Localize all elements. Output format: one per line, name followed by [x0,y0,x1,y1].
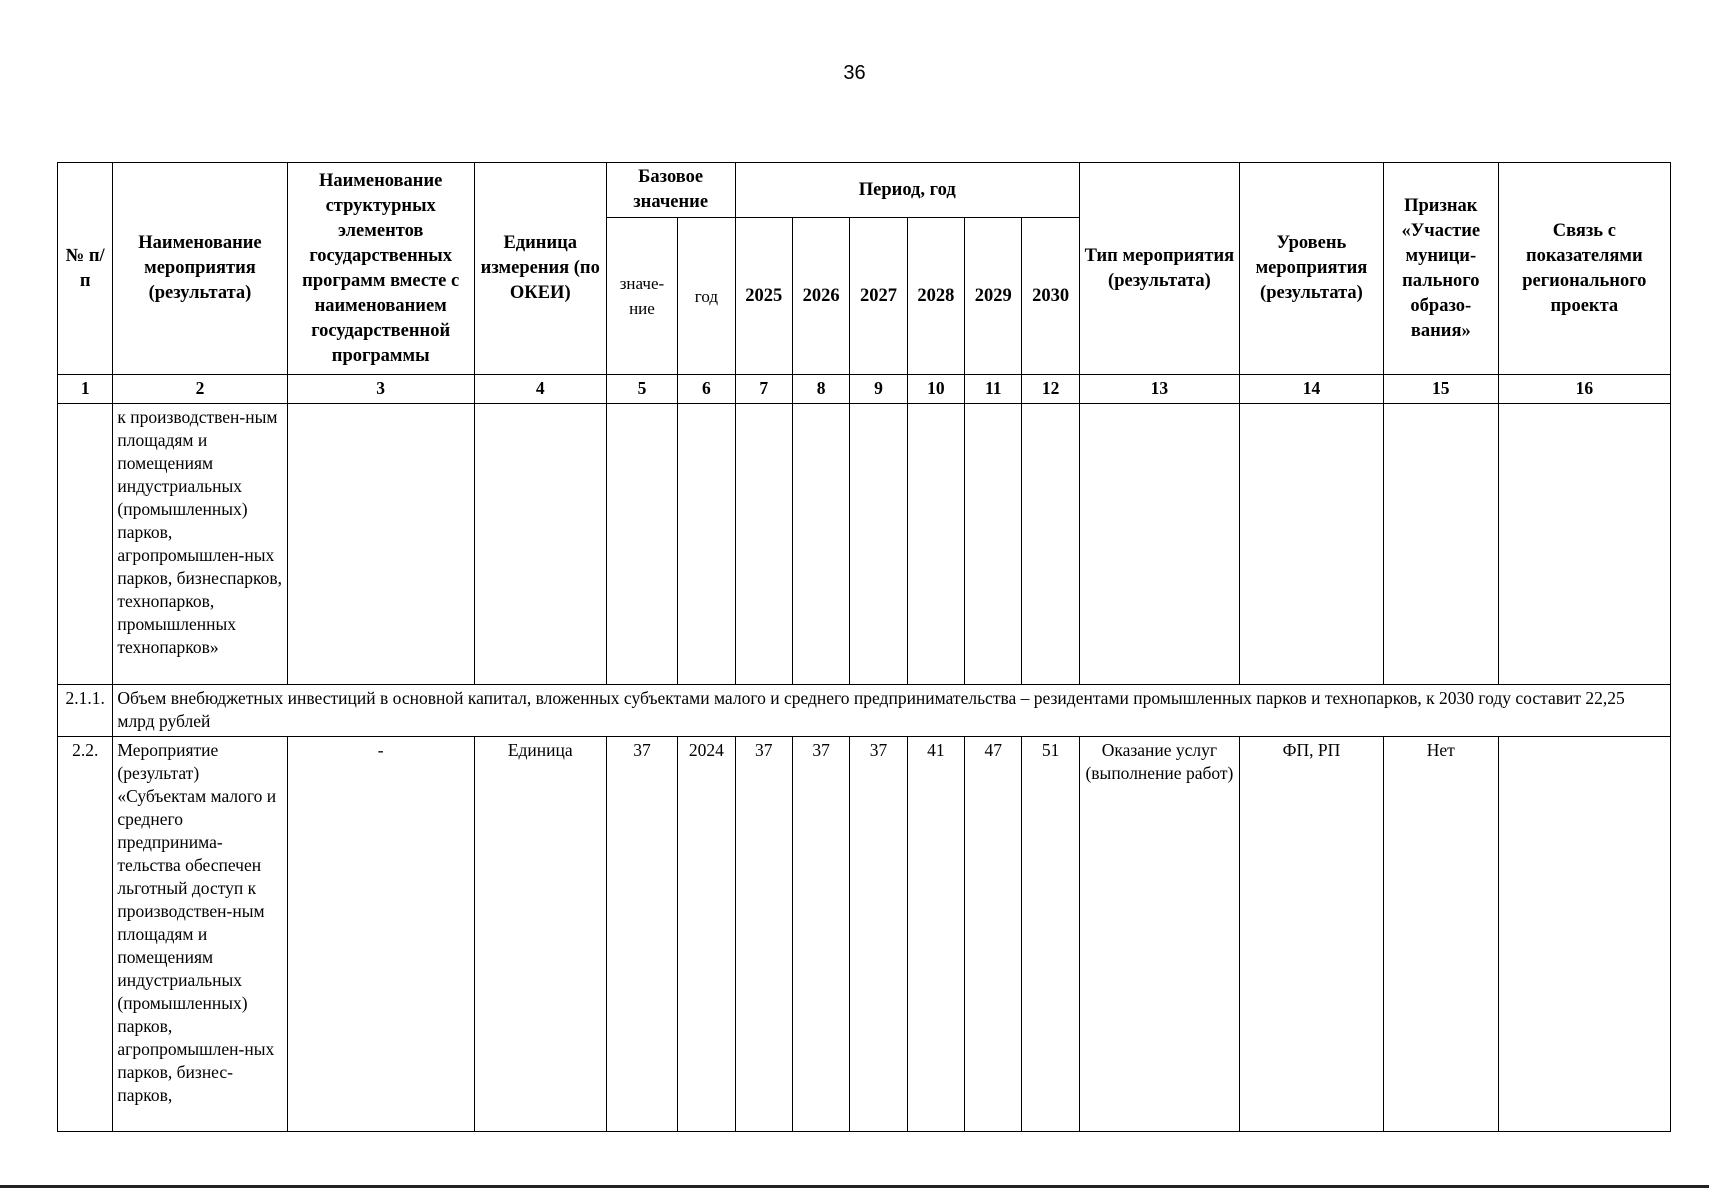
indicator-text: Объем внебюджетных инвестиций в основной капитал, вложенных субъектами малого и среднего предпринимательства – резидентами промышленных парков и технопарков, к 2030 году составит 22,25 млрд рублей [113,685,1671,737]
bottom-scan-line [0,1185,1709,1188]
measures-table [57,162,1671,1132]
value-2028: 41 [907,737,964,1132]
column-number: 11 [965,375,1022,404]
column-number: 3 [287,375,474,404]
header-year: 2025 [735,218,792,375]
header-row-top [58,163,1671,218]
column-number: 9 [850,375,907,404]
column-number: 4 [474,375,606,404]
event-name-continued: к производствен-ным площадям и помещениям индустриальных (промышленных) парков, агропромышлен-ных парков, бизнеспарков, технопарков, промышленных технопарков» [113,404,287,685]
value-2026: 37 [792,737,849,1132]
column-number: 14 [1239,375,1383,404]
header-base-value: значе-ние [606,218,677,375]
header-base: Базовое значение [606,163,735,218]
header-year: 2028 [907,218,964,375]
struct-element: - [287,737,474,1132]
event-type: Оказание услуг (выполнение работ) [1079,737,1239,1132]
header-name: Наименование мероприятия (результата) [113,163,287,375]
column-number: 16 [1498,375,1670,404]
base-year: 2024 [678,737,735,1132]
header-type: Тип мероприятия (результата) [1079,163,1239,375]
page-number: 36 [843,62,866,84]
header-link: Связь с показателями регионального проекта [1498,163,1670,375]
base-value: 37 [606,737,677,1132]
header-sign: Признак «Участие муници-пального образо-вания» [1383,163,1498,375]
municipal-sign: Нет [1383,737,1498,1132]
header-num: № п/п [58,163,113,375]
header-struct: Наименование структурных элементов государственных программ вместе с наименованием государственной программы [287,163,474,375]
column-number: 1 [58,375,113,404]
column-number: 10 [907,375,964,404]
event-name: Мероприятие (результат) «Субъектам малого и среднего предпринима-тельства обеспечен льготный доступ к производствен-ным площадям и помещениям индустриальных (промышленных) парков, агропромышлен-ных парков, бизнес-парков, [113,737,287,1132]
header-year: 2029 [965,218,1022,375]
column-number: 5 [606,375,677,404]
header-base-year: год [678,218,735,375]
value-2029: 47 [965,737,1022,1132]
event-level: ФП, РП [1239,737,1383,1132]
column-number: 6 [678,375,735,404]
value-2027: 37 [850,737,907,1132]
header-year: 2027 [850,218,907,375]
unit: Единица [474,737,606,1132]
column-number: 2 [113,375,287,404]
row-number: 2.1.1. [58,685,113,737]
table-row-continued [58,404,1671,685]
table-row-event [58,737,1671,1132]
header-period: Период, год [735,163,1079,218]
header-level: Уровень мероприятия (результата) [1239,163,1383,375]
column-number: 8 [792,375,849,404]
value-2025: 37 [735,737,792,1132]
row-number: 2.2. [58,737,113,1132]
column-number: 7 [735,375,792,404]
regional-link [1498,737,1670,1132]
column-number: 15 [1383,375,1498,404]
column-number: 12 [1022,375,1079,404]
table-row-indicator [58,685,1671,737]
value-2030: 51 [1022,737,1079,1132]
column-number: 13 [1079,375,1239,404]
header-year: 2030 [1022,218,1079,375]
header-year: 2026 [792,218,849,375]
column-number-row [58,375,1671,404]
header-unit: Единица измерения (по ОКЕИ) [474,163,606,375]
